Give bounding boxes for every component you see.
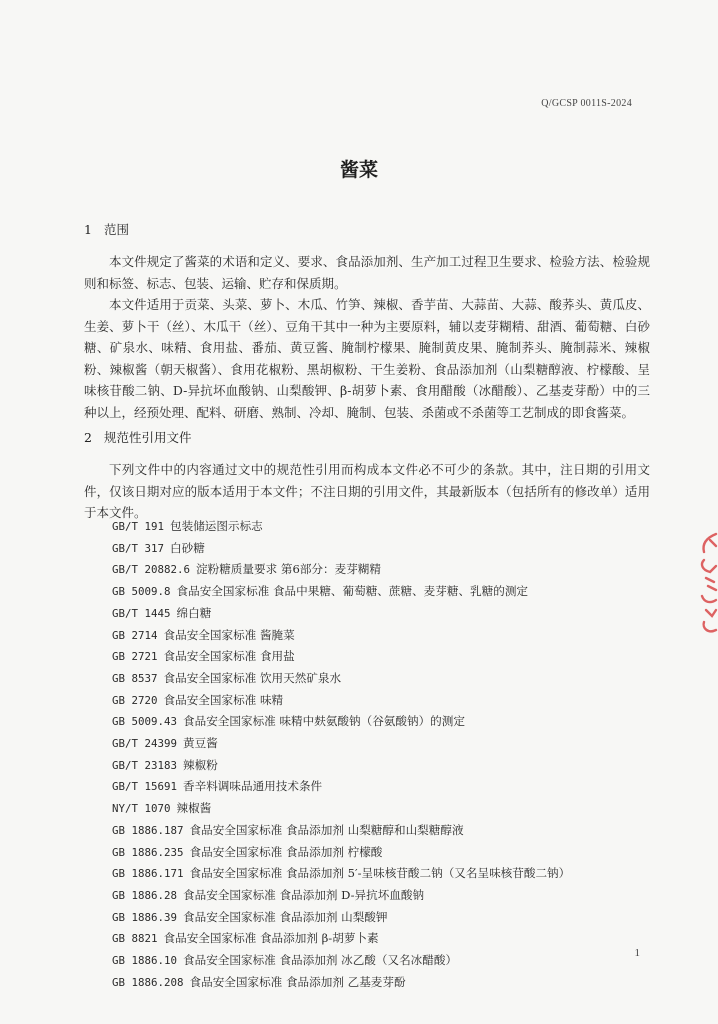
- reference-code: GB 5009.8: [112, 585, 171, 599]
- reference-code: GB 1886.235: [112, 845, 184, 859]
- reference-code: NY/T 1070: [112, 802, 171, 816]
- reference-title: 食品安全国家标准 食品添加剂 β-胡萝卜素: [163, 931, 379, 946]
- reference-code: GB 1886.187: [112, 823, 184, 837]
- reference-title: 食品安全国家标准 味精中麸氨酸钠（谷氨酸钠）的测定: [183, 714, 465, 729]
- section-number: 2: [84, 430, 92, 445]
- section-heading-scope: [84, 220, 129, 238]
- reference-title: 香辛料调味品通用技术条件: [183, 779, 323, 794]
- reference-code: GB 8537: [112, 671, 158, 685]
- reference-item: [112, 559, 570, 581]
- section-heading-normative: [84, 428, 192, 446]
- reference-code: GB/T 191: [112, 520, 165, 533]
- reference-title: 食品安全国家标准 食品添加剂 冰乙酸（又名冰醋酸）: [183, 953, 458, 968]
- reference-item: [112, 928, 570, 950]
- reference-item: [112, 538, 570, 560]
- reference-item: [112, 798, 570, 820]
- scope-paragraph-2: 本文件适用于贡菜、头菜、萝卜、木瓜、竹笋、辣椒、香芋苗、大蒜苗、大蒜、酸荞头、黄瓜皮、生姜、萝卜干（丝）、木瓜干（丝）、豆角干其中一种为主要原料，辅以麦芽糊精、甜酒、葡萄糖、白砂糖、矿泉水、味精、食用盐、番茄、黄豆酱、腌制柠檬果、腌制黄皮果、腌制荞头、腌制蒜米、辣椒粉、辣椒酱（朝天椒酱）、食用花椒粉、黑胡椒粉、干生姜粉、食品添加剂（山梨糖醇液、柠檬酸、呈味核苷酸二钠、D-异抗坏血酸钠、山梨酸钾、β-胡萝卜素、食用醋酸（冰醋酸）、乙基麦芽酚）中的三种以上，经预处理、配料、研磨、熟制、冷却、腌制、包装、杀菌或不杀菌等工艺制成的即食酱菜。: [84, 297, 650, 420]
- reference-code: GB 5009.43: [112, 715, 178, 729]
- reference-title: 食品安全国家标准 食品添加剂 柠檬酸: [189, 844, 383, 859]
- reference-title: 食品安全国家标准 食用盐: [163, 649, 295, 664]
- reference-title: 食品安全国家标准 食品添加剂 5′-呈味核苷酸二钠（又名呈味核苷酸二钠）: [189, 866, 571, 881]
- section-number: 1: [84, 222, 92, 237]
- reference-item: [112, 603, 570, 625]
- reference-title: 食品安全国家标准 食品添加剂 山梨酸钾: [183, 909, 388, 924]
- reference-code: GB/T 23183: [112, 758, 178, 772]
- reference-code: GB 1886.171: [112, 867, 184, 881]
- reference-title: 食品安全国家标准 食品添加剂 D-异抗坏血酸钠: [183, 887, 425, 902]
- normative-intro: 下列文件中的内容通过文中的规范性引用而构成本文件必不可少的条款。其中，注日期的引用文件，仅该日期对应的版本适用于本文件；不注日期的引用文件，其最新版本（包括所有的修改单）适用于本文件。: [84, 462, 650, 520]
- reference-item: [112, 950, 570, 972]
- red-seal-fragment: [696, 530, 718, 645]
- reference-item: [112, 885, 570, 907]
- reference-title: 食品安全国家标准 食品添加剂 乙基麦芽酚: [189, 974, 406, 989]
- reference-code: GB 8821: [112, 932, 158, 946]
- document-title: 酱菜: [339, 159, 378, 181]
- reference-item: [112, 776, 570, 798]
- reference-title: 白砂糖: [170, 540, 205, 555]
- reference-item: [112, 646, 570, 668]
- reference-item: [112, 907, 570, 929]
- reference-item: [112, 733, 570, 755]
- reference-code: GB 1886.39: [112, 910, 178, 924]
- reference-title: 包装储运图示标志: [170, 519, 263, 533]
- reference-title: 淀粉糖质量要求 第6部分：麦芽糊精: [196, 562, 381, 577]
- reference-item: [112, 711, 570, 733]
- reference-title: 黄豆酱: [183, 736, 218, 751]
- reference-title: 食品安全国家标准 饮用天然矿泉水: [163, 670, 342, 685]
- reference-item: [112, 581, 570, 603]
- reference-item: [112, 972, 570, 994]
- reference-code: GB 2720: [112, 693, 158, 707]
- reference-item: [112, 820, 570, 842]
- reference-item: [112, 690, 570, 712]
- reference-code: GB/T 1445: [112, 606, 171, 620]
- reference-code: GB 2721: [112, 650, 158, 664]
- reference-title: 辣椒酱: [176, 801, 212, 816]
- reference-title: 食品安全国家标准 食品添加剂 山梨糖醇和山梨糖醇液: [189, 822, 464, 837]
- section-title: 范围: [104, 222, 130, 237]
- reference-item: [112, 842, 570, 864]
- reference-code: GB 1886.28: [112, 888, 178, 902]
- reference-code: GB/T 317: [112, 541, 165, 555]
- reference-list: [112, 516, 570, 993]
- reference-item: [112, 516, 570, 538]
- reference-item: [112, 625, 570, 647]
- document-code: Q/GCSP 0011S-2024: [541, 98, 632, 109]
- reference-title: 辣椒粉: [183, 757, 218, 772]
- reference-item: [112, 863, 570, 885]
- reference-code: GB 1886.208: [112, 975, 184, 989]
- page-number: 1: [634, 947, 640, 959]
- reference-title: 食品安全国家标准 味精: [163, 692, 284, 707]
- reference-title: 食品安全国家标准 食品中果糖、葡萄糖、蔗糖、麦芽糖、乳糖的测定: [176, 584, 529, 599]
- reference-code: GB/T 20882.6: [112, 563, 191, 577]
- reference-title: 食品安全国家标准 酱腌菜: [163, 627, 295, 642]
- reference-item: [112, 668, 570, 690]
- reference-code: GB/T 15691: [112, 780, 178, 794]
- scope-paragraph-1: 本文件规定了酱菜的术语和定义、要求、食品添加剂、生产加工过程卫生要求、检验方法、检验规则和标签、标志、包装、运输、贮存和保质期。: [84, 254, 650, 291]
- reference-item: [112, 755, 570, 777]
- section-title: 规范性引用文件: [104, 430, 192, 445]
- reference-code: GB 2714: [112, 628, 158, 642]
- reference-code: GB/T 24399: [112, 737, 178, 751]
- reference-code: GB 1886.10: [112, 954, 178, 968]
- reference-title: 绵白糖: [176, 605, 212, 620]
